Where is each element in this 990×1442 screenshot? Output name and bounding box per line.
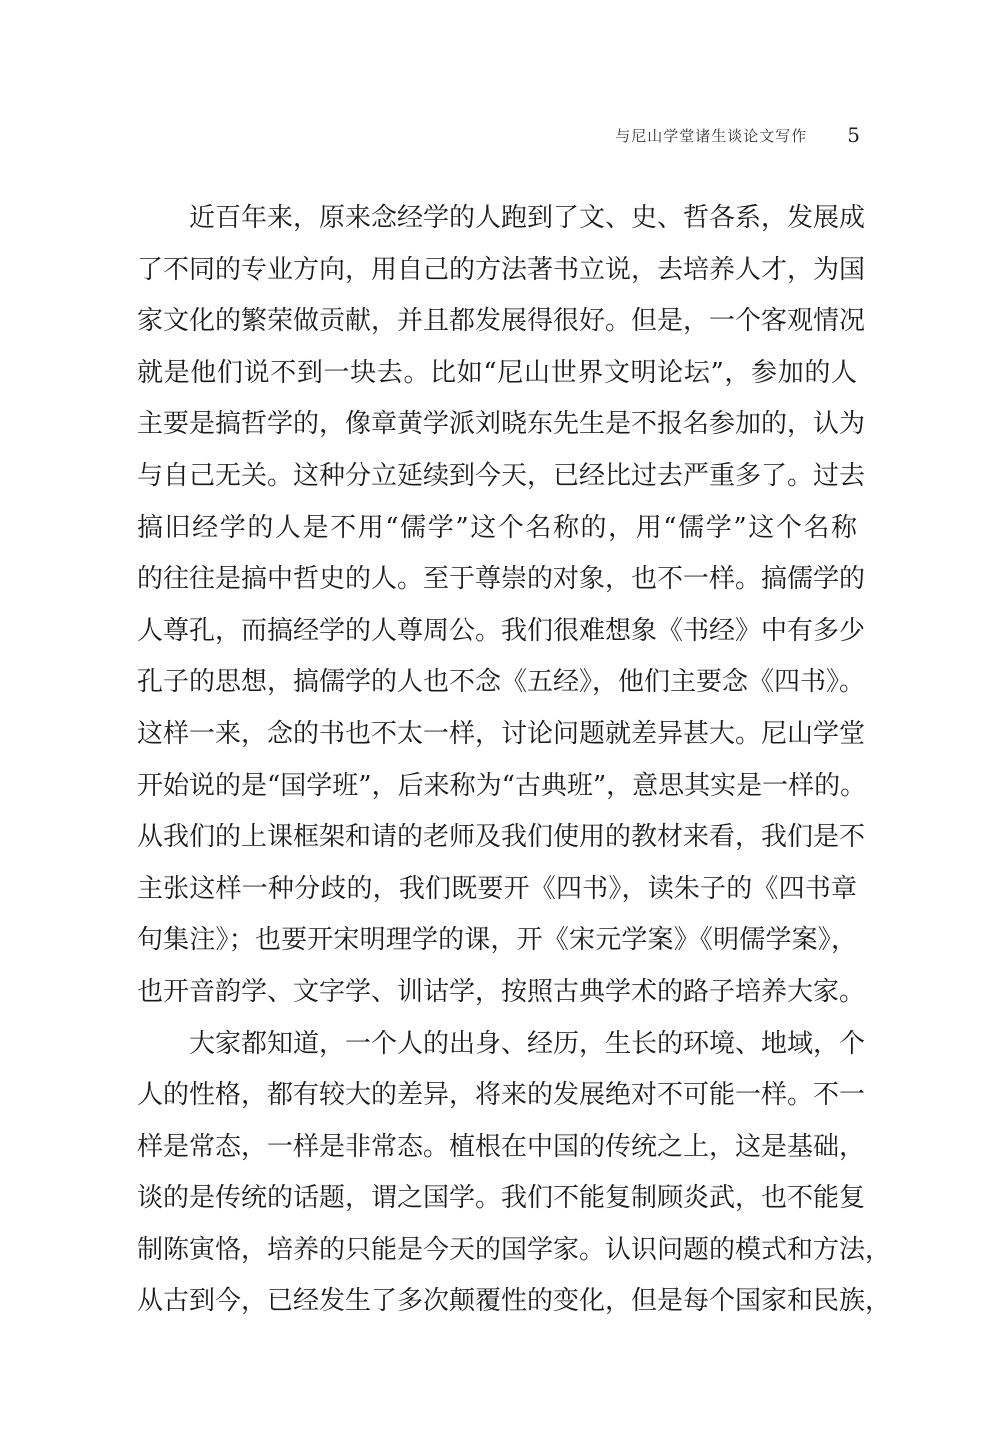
page-number: 5 xyxy=(847,123,860,147)
text-line: 与自己无关。这种分立延续到今天，已经比过去严重多了。过去 xyxy=(137,460,866,491)
header-title: 与尼山学堂诸生谈论文写作 xyxy=(615,126,808,145)
text-line: 开始说的是“国学班”，后来称为“古典班”，意思其实是一样的。 xyxy=(137,770,867,801)
text-line: 人的性格，都有较大的差异，将来的发展绝对不可能一样。不一 xyxy=(137,1080,866,1111)
text-line: 谈的是传统的话题，谓之国学。我们不能复制顾炎武，也不能复 xyxy=(137,1183,866,1214)
text-line: 就是他们说不到一块去。比如“尼山世界文明论坛”，参加的人 xyxy=(137,357,857,388)
text-line: 句集注》；也要开宋明理学的课，开《宋元学案》《明儒学案》， xyxy=(137,925,857,956)
text-line: 这样一来，念的书也不太一样，讨论问题就差异甚大。尼山学堂 xyxy=(137,718,866,749)
text-line: 了不同的专业方向，用自己的方法著书立说，去培养人才，为国 xyxy=(137,254,866,285)
text-line: 搞旧经学的人是不用“儒学”这个名称的，用“儒学”这个名称 xyxy=(137,512,857,543)
running-header xyxy=(560,120,860,150)
text-line: 从古到今，已经发生了多次颠覆性的变化，但是每个国家和民族， xyxy=(137,1286,892,1317)
text-line: 主张这样一种分歧的，我们既要开《四书》，读朱子的《四书章 xyxy=(137,873,857,904)
text-line: 从我们的上课框架和请的老师及我们使用的教材来看，我们是不 xyxy=(137,822,866,853)
text-line: 孔子的思想，搞儒学的人也不念《五经》，他们主要念《四书》。 xyxy=(137,667,866,698)
body-text xyxy=(137,196,892,1331)
text-line: 样是常态，一样是非常态。植根在中国的传统之上，这是基础， xyxy=(137,1131,866,1162)
text-line: 人尊孔，而搞经学的人尊周公。我们很难想象《书经》中有多少 xyxy=(137,615,866,646)
text-line: 的往往是搞中哲史的人。至于尊崇的对象，也不一样。搞儒学的 xyxy=(137,564,866,595)
text-line: 近百年来，原来念经学的人跑到了文、史、哲各系，发展成 xyxy=(189,203,866,233)
text-line: 主要是搞哲学的，像章黄学派刘晓东先生是不报名参加的，认为 xyxy=(137,409,866,440)
text-line: 大家都知道，一个人的出身、经历，生长的环境、地域，个 xyxy=(189,1028,866,1059)
text-line: 家文化的繁荣做贡献，并且都发展得很好。但是，一个客观情况 xyxy=(137,306,866,337)
text-line: 也开音韵学、文字学、训诂学，按照古典学术的路子培养大家。 xyxy=(137,976,866,1007)
text-line: 制陈寅恪，培养的只能是今天的国学家。认识问题的模式和方法， xyxy=(137,1234,892,1265)
